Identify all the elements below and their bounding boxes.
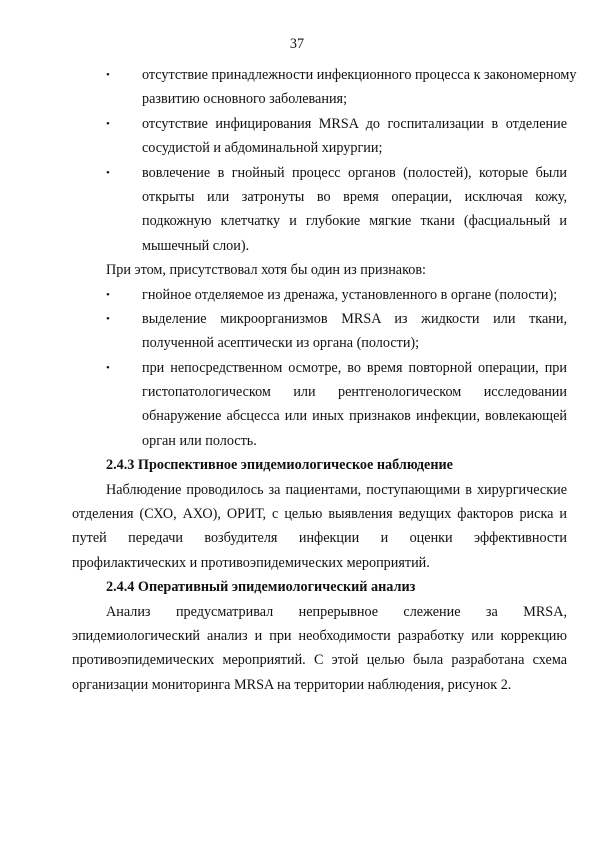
list-item <box>72 356 567 454</box>
list-item-line: • вовлечение в гнойный процесс органов (полостей), которые были <box>72 161 567 185</box>
bullet-icon: • <box>106 288 110 301</box>
list-item <box>72 307 567 356</box>
list-item-line: сосудистой и абдоминальной хирургии; <box>142 140 383 157</box>
section-heading-2-4-4: 2.4.4 Оперативный эпидемиологический анализ <box>106 579 416 596</box>
paragraph-line: профилактических и противоэпидемических мероприятий. <box>72 554 430 571</box>
list-item-line: открыты или затронуты во время операции, исключая кожу, <box>142 188 567 205</box>
list-item-line: подкожную клетчатку и глубокие мягкие ткани (фасциальный и <box>142 213 567 230</box>
list-item-line: • гнойное отделяемое из дренажа, установленного в органе (полости); <box>72 283 567 307</box>
page-number: 37 <box>289 36 305 52</box>
paragraph-line: Анализ предусматривал непрерывное слежение за MRSA, <box>106 603 567 620</box>
signs-list <box>72 283 567 454</box>
section-heading-2-4-3: 2.4.3 Проспективное эпидемиологическое наблюдение <box>106 457 453 474</box>
paragraph-line: отделения (СХО, АХО), ОРИТ, с целью выявления ведущих факторов риска и <box>72 506 567 523</box>
list-item-line: • выделение микроорганизмов MRSA из жидкости или ткани, <box>72 307 567 331</box>
paragraph-line: путей передачи возбудителя инфекции и оценки эффективности <box>72 530 567 547</box>
list-item <box>72 283 567 307</box>
criteria-list <box>72 63 577 258</box>
section-paragraph-2-4-3 <box>72 478 567 576</box>
list-item-line: мышечный слои). <box>142 237 250 254</box>
list-item-line: полученной асептически из органа (полости); <box>142 335 420 352</box>
list-item-line: развитию основного заболевания; <box>142 91 348 108</box>
list-item <box>72 161 567 259</box>
list-item-line: обнаружение абсцесса или иных признаков инфекции, вовлекающей <box>142 408 567 425</box>
list-item-line: • отсутствие принадлежности инфекционного процесса к закономерному <box>72 63 567 87</box>
bullet-icon: • <box>106 312 110 325</box>
bullet-icon: • <box>106 117 110 130</box>
paragraph-line: Наблюдение проводилось за пациентами, поступающими в хирургические <box>106 481 567 498</box>
list-item-line: • при непосредственном осмотре, во время повторной операции, при <box>72 356 567 380</box>
bullet-icon: • <box>106 361 110 374</box>
paragraph-line: эпидемиологический анализ и при необходимости разработку или коррекцию <box>72 627 567 644</box>
page-body <box>72 63 577 697</box>
list-item <box>72 112 567 161</box>
intro-line: При этом, присутствовал хотя бы один из признаков: <box>106 262 426 279</box>
section-paragraph-2-4-4 <box>72 600 567 698</box>
bullet-icon: • <box>106 166 110 179</box>
list-item-line: орган или полость. <box>142 432 257 449</box>
list-item-line: • отсутствие инфицирования MRSA до госпитализации в отделение <box>72 112 567 136</box>
paragraph-line: организации мониторинга MRSA на территории наблюдения, рисунок 2. <box>72 676 512 693</box>
list-item-line: гистопатологическом или рентгенологическом исследовании <box>142 384 567 401</box>
bullet-icon: • <box>106 69 110 81</box>
paragraph-line: противоэпидемических мероприятий. С этой целью была разработана схема <box>72 652 567 669</box>
list-item <box>72 63 577 112</box>
